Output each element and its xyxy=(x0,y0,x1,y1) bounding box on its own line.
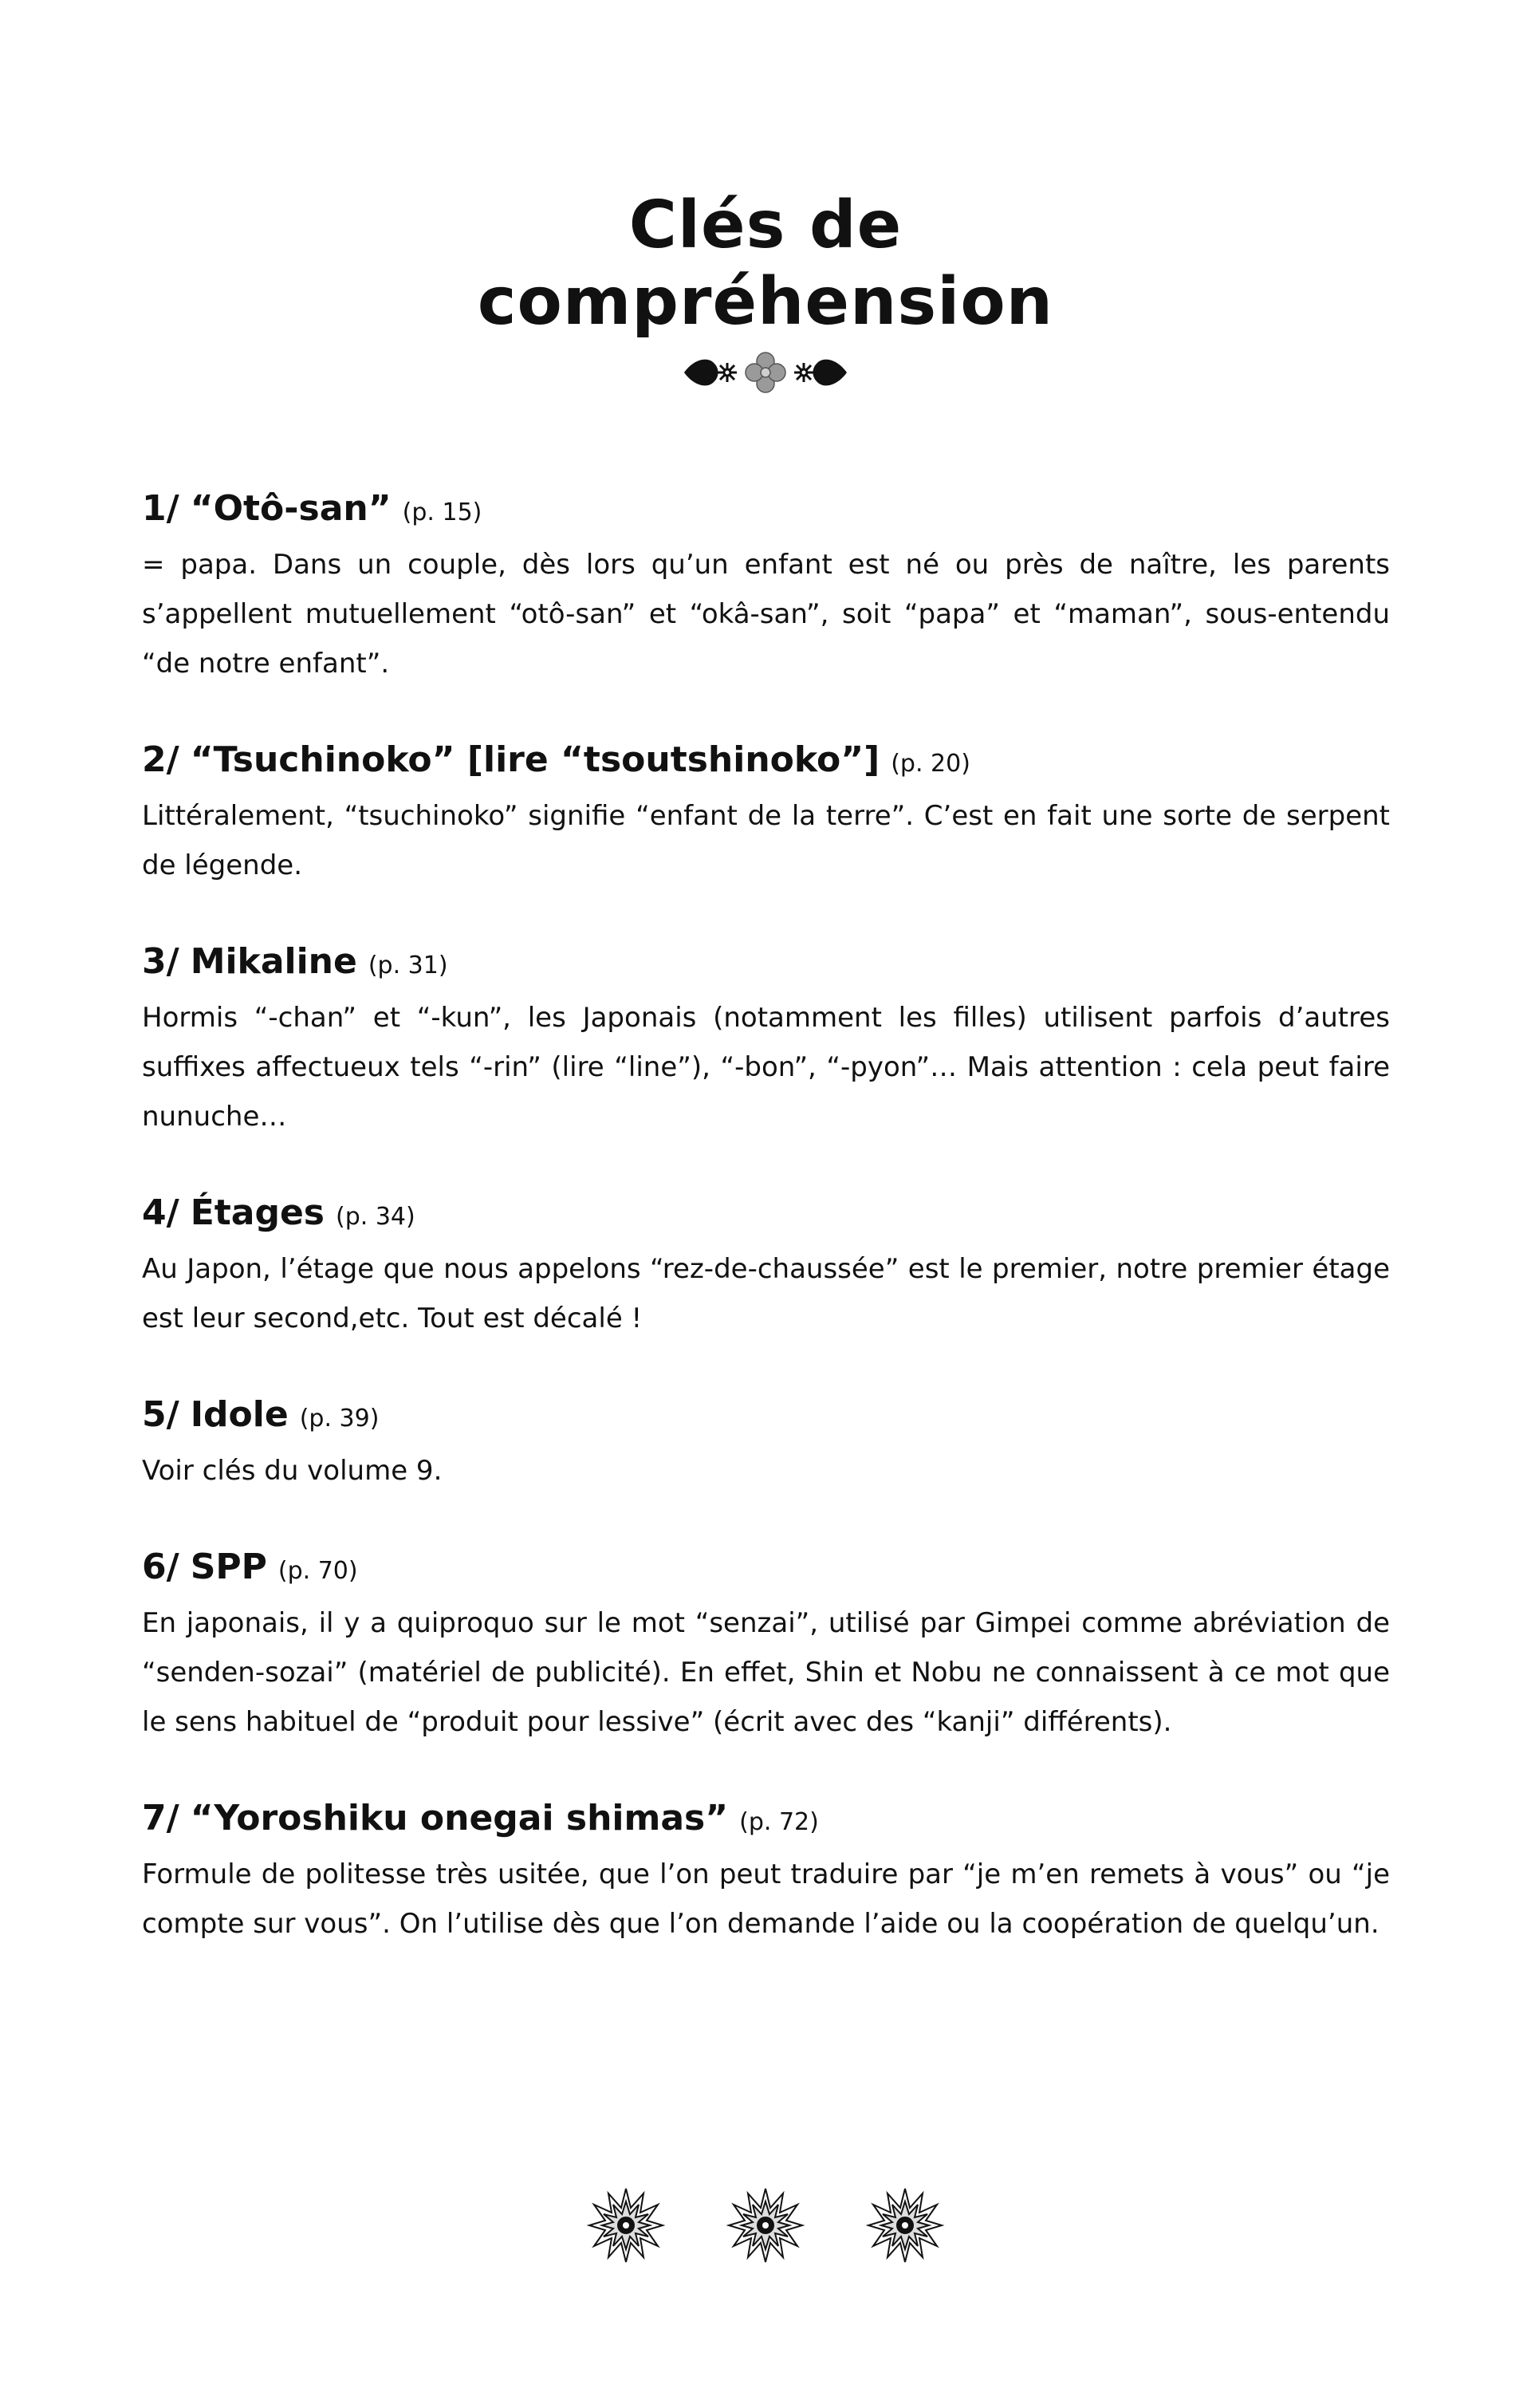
entry-number: 2/ xyxy=(142,739,179,780)
entry-number: 7/ xyxy=(142,1798,179,1839)
entry-heading xyxy=(142,1189,1390,1241)
glossary-entry xyxy=(142,1543,1390,1747)
entry-term: “Yoroshiku onegai shimas” xyxy=(190,1798,729,1839)
entry-heading xyxy=(142,485,1390,537)
entry-description: Voir clés du volume 9. xyxy=(142,1455,443,1487)
glossary-entry xyxy=(142,1189,1390,1343)
entry-number: 1/ xyxy=(142,488,179,529)
entry-number: 5/ xyxy=(142,1394,179,1435)
entry-page-ref: (p. 72) xyxy=(739,1808,819,1836)
entry-term: “Tsuchinoko” [lire “tsoutshinoko”] xyxy=(190,739,880,780)
entry-heading xyxy=(142,1543,1390,1595)
entry-term: Étages xyxy=(190,1192,325,1233)
entry-description: = papa. Dans un couple, dès lors qu’un enfant est né ou près de naître, les parents s’appellent mutuellement “otô-san” et “okâ-san”, soit “papa” et “maman”, sous-entendu “de notre enfant”. xyxy=(142,549,1390,680)
entry-description: Formule de politesse très usitée, que l’on peut traduire par “je m’en remets à vous” ou “je compte sur vous”. On l’utilise dès que l’on demande l’aide ou la coopération de quelqu’un. xyxy=(142,1858,1390,1940)
entry-description: En japonais, il y a quiproquo sur le mot “senzai”, utilisé par Gimpei comme abréviation de “senden-sozai” (matériel de publicité). En effet, Shin et Nobu ne connaissent à ce mot que le sens habituel de “produit pour lessive” (écrit avec des “kanji” différents). xyxy=(142,1607,1390,1738)
glossary-entry xyxy=(142,1795,1390,1949)
flower-ornament-icon xyxy=(729,2189,802,2262)
entry-term: SPP xyxy=(190,1547,267,1587)
glossary-entry xyxy=(142,736,1390,890)
entry-heading xyxy=(142,736,1390,788)
glossary-entry xyxy=(142,938,1390,1141)
page-title-line-2: compréhension xyxy=(477,263,1054,340)
entry-page-ref: (p. 39) xyxy=(299,1405,380,1433)
entry-page-ref: (p. 31) xyxy=(368,952,448,979)
entry-page-ref: (p. 34) xyxy=(336,1203,415,1231)
flower-ornament-icon xyxy=(868,2189,942,2262)
entry-heading xyxy=(142,1391,1390,1443)
entry-page-ref: (p. 20) xyxy=(891,750,970,778)
entry-term: Idole xyxy=(190,1394,289,1435)
entry-description: Au Japon, l’étage que nous appelons “rez-de-chaussée” est le premier, notre premier étage est leur second,etc. Tout est décalé ! xyxy=(142,1253,1390,1334)
entry-term: “Otô-san” xyxy=(190,488,392,529)
entry-number: 4/ xyxy=(142,1192,179,1233)
entry-term: Mikaline xyxy=(190,941,357,982)
three-flower-ornaments-icon xyxy=(582,2181,949,2269)
glossary-list xyxy=(142,485,1390,1996)
ornamental-hearts-divider-icon xyxy=(678,345,853,400)
entry-number: 3/ xyxy=(142,941,179,982)
glossary-entry xyxy=(142,485,1390,688)
page-title-line-1: Clés de xyxy=(628,187,903,263)
entry-description: Hormis “-chan” et “-kun”, les Japonais (notamment les filles) utilisent parfois d’autres suffixes affectueux tels “-rin” (lire “line”), “-bon”, “-pyon”… Mais attention : cela peut faire nunuche… xyxy=(142,1002,1390,1133)
glossary-entry xyxy=(142,1391,1390,1496)
entry-heading xyxy=(142,938,1390,990)
entry-number: 6/ xyxy=(142,1547,179,1587)
entry-page-ref: (p. 70) xyxy=(277,1557,358,1585)
page-title xyxy=(287,187,1244,341)
entry-heading xyxy=(142,1795,1390,1846)
entry-page-ref: (p. 15) xyxy=(402,499,482,526)
flower-ornament-icon xyxy=(589,2189,663,2262)
entry-description: Littéralement, “tsuchinoko” signifie “enfant de la terre”. C’est en fait une sorte de serpent de légende. xyxy=(142,800,1390,881)
